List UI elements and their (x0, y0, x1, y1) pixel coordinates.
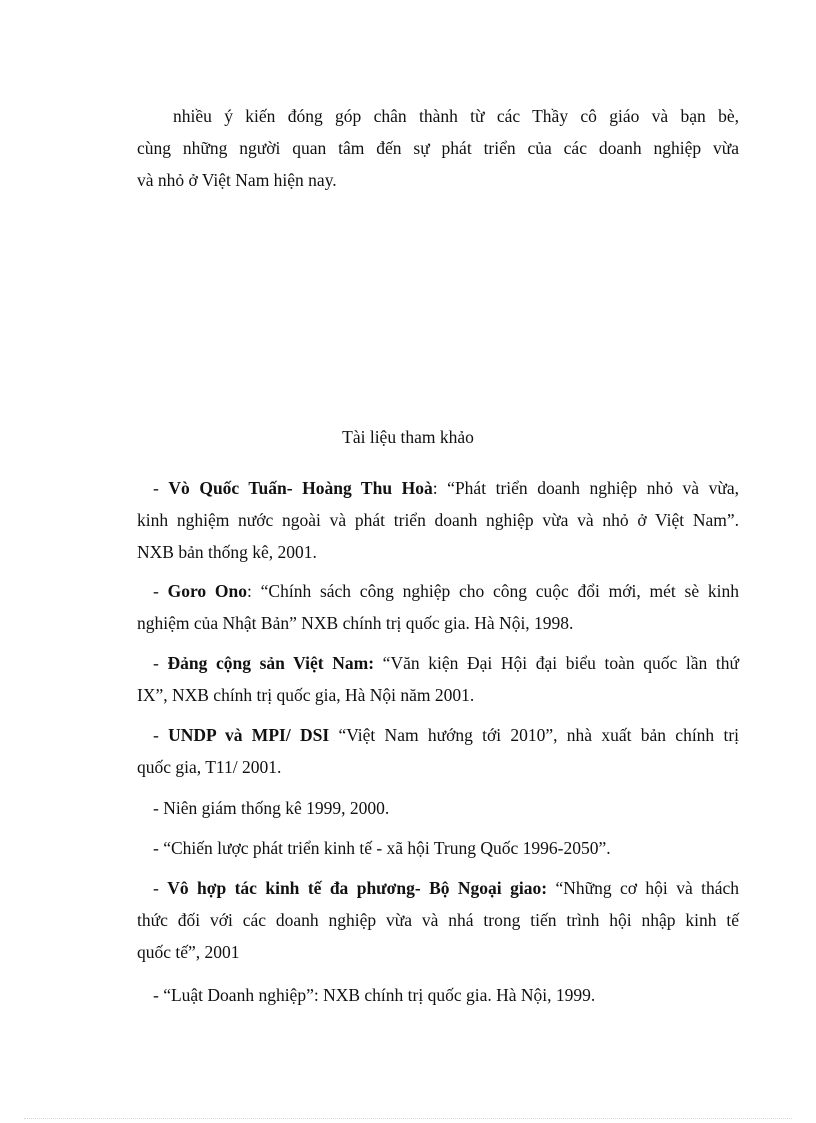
reference-item-5 (137, 792, 739, 824)
reference-item-8 (137, 979, 739, 1011)
reference-1-author: Vò Quốc Tuấn- Hoàng Thu Hoà (168, 478, 433, 498)
reference-3-line-1: - Đảng cộng sản Việt Nam: “Văn kiện Đại Hội đại biểu toàn quốc lần thứ (153, 653, 739, 673)
reference-2-line-2: nghiệm của Nhật Bản” NXB chính trị quốc gia. Hà Nội, 1998. (137, 613, 574, 633)
reference-2-author: Goro Ono (167, 581, 248, 601)
intro-line-1: nhiều ý kiến đóng góp chân thành từ các Thầy cô giáo và bạn bè, (173, 106, 739, 126)
reference-1-line-1: - Vò Quốc Tuấn- Hoàng Thu Hoà: “Phát triển doanh nghiệp nhỏ và vừa, (153, 478, 739, 498)
intro-line-2: cùng những người quan tâm đến sự phát triển của các doanh nghiệp vừa (137, 138, 739, 158)
references-title: Tài liệu tham khảo (342, 427, 474, 447)
reference-1-line-3: NXB bản thống kê, 2001. (137, 542, 317, 562)
reference-7-line-3: quốc tế”, 2001 (137, 942, 240, 962)
reference-item-3 (137, 647, 739, 711)
intro-paragraph (137, 100, 739, 196)
reference-2-line-1: - Goro Ono: “Chính sách công nghiệp cho công cuộc đổi mới, mét sè kinh (153, 581, 739, 601)
reference-item-7 (137, 872, 739, 968)
reference-4-line-2: quốc gia, T11/ 2001. (137, 757, 282, 777)
reference-4-line-1: - UNDP và MPI/ DSI “Việt Nam hướng tới 2010”, nhà xuất bản chính trị (153, 725, 740, 745)
reference-8-line-1: - “Luật Doanh nghiệp”: NXB chính trị quốc gia. Hà Nội, 1999. (153, 985, 596, 1005)
page-bottom-divider (24, 1118, 792, 1119)
reference-item-4 (137, 719, 739, 783)
reference-item-1 (137, 472, 739, 568)
reference-7-line-1: - Vô hợp tác kinh tế đa phương- Bộ Ngoại giao: “Những cơ hội và thách (153, 878, 740, 898)
reference-1-line-2: kinh nghiệm nước ngoài và phát triển doanh nghiệp vừa và nhỏ ở Việt Nam”. (137, 510, 739, 530)
reference-7-author: Vô hợp tác kinh tế đa phương- Bộ Ngoại giao: (167, 878, 548, 898)
reference-item-2 (137, 575, 739, 639)
intro-line-3: và nhỏ ở Việt Nam hiện nay. (137, 170, 337, 190)
reference-item-6 (137, 832, 739, 864)
reference-7-line-2: thức đối với các doanh nghiệp vừa và nhá trong tiến trình hội nhập kinh tế (137, 910, 739, 930)
reference-5-line-1: - Niên giám thống kê 1999, 2000. (153, 798, 390, 818)
reference-3-author: Đảng cộng sản Việt Nam: (167, 653, 375, 673)
reference-6-line-1: - “Chiến lược phát triển kinh tế - xã hội Trung Quốc 1996-2050”. (153, 838, 611, 858)
reference-3-line-2: IX”, NXB chính trị quốc gia, Hà Nội năm 2001. (137, 685, 475, 705)
reference-4-author: UNDP và MPI/ DSI (168, 725, 330, 745)
